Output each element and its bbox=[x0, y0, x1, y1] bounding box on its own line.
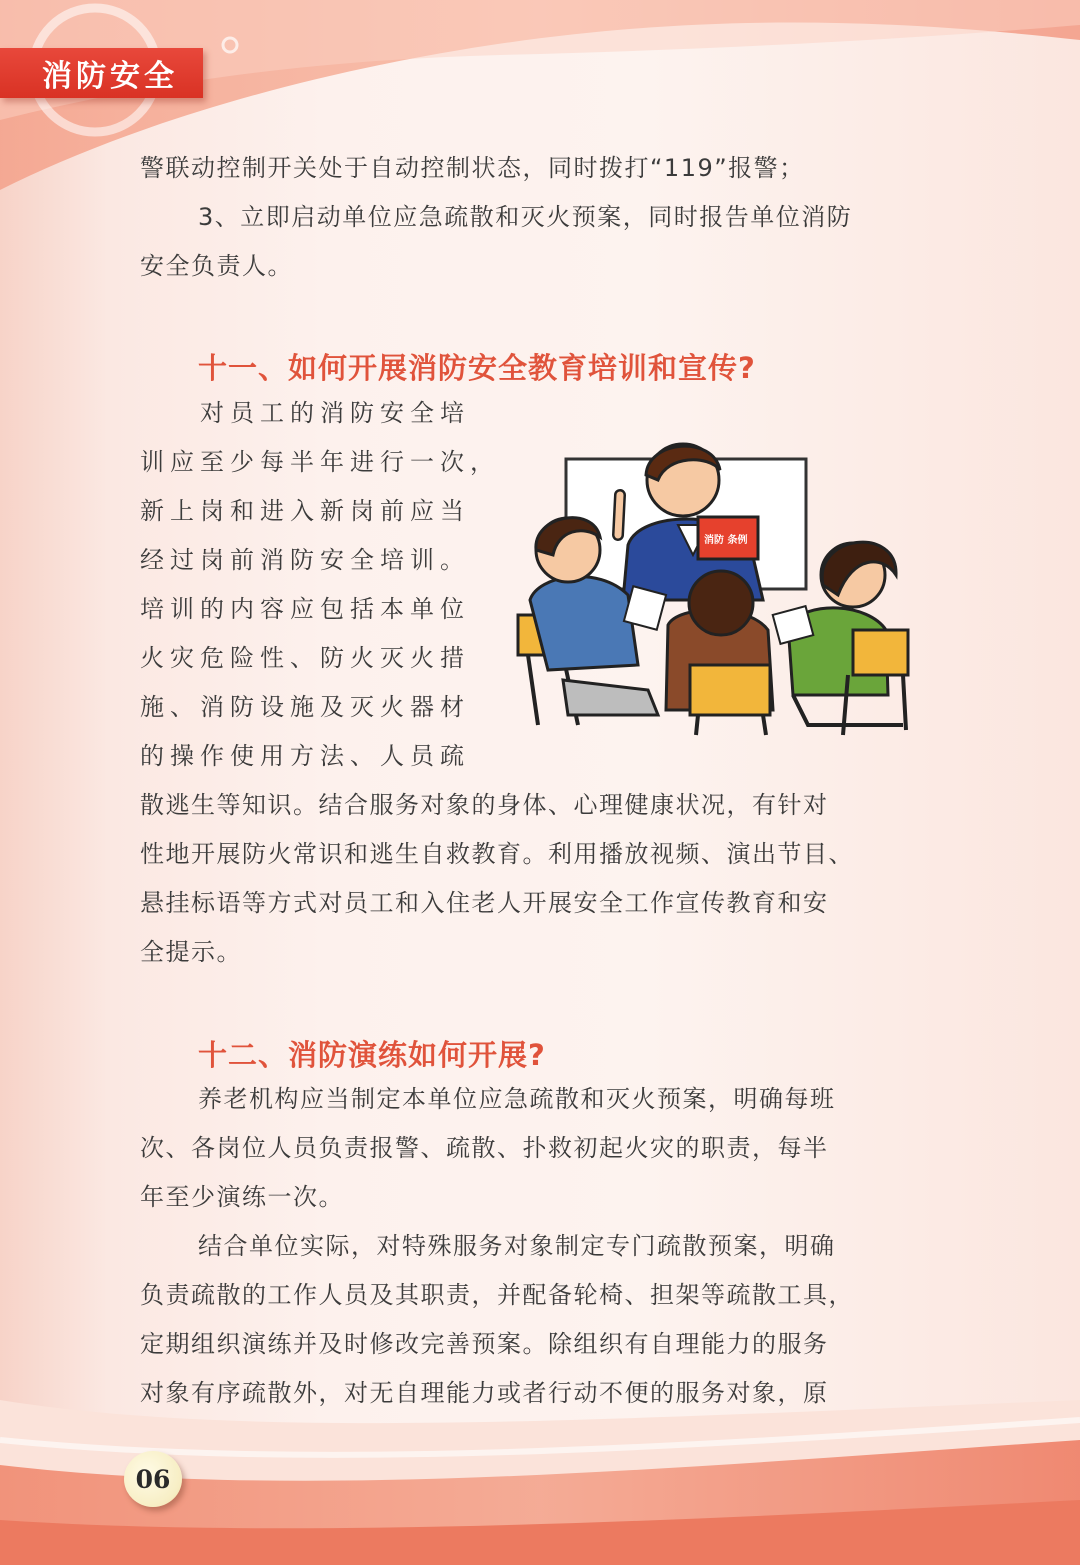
text-line: 性地开展防火常识和逃生自救教育。利用播放视频、演出节目、 bbox=[140, 840, 854, 868]
page-number-badge bbox=[124, 1451, 182, 1507]
section-11-heading: 十一、如何开展消防安全教育培训和宣传? bbox=[198, 351, 756, 385]
text-line: 全提示。 bbox=[140, 938, 242, 966]
text-line: 的操作使用方法、人员疏 bbox=[140, 742, 470, 770]
section-11-narrow-text bbox=[140, 389, 500, 781]
text-line: 定期组织演练并及时修改完善预案。除组织有自理能力的服务 bbox=[140, 1330, 829, 1358]
section-tag bbox=[0, 48, 203, 98]
text-line: 火灾危险性、防火灭火措 bbox=[140, 644, 470, 672]
text-line: 新上岗和进入新岗前应当 bbox=[140, 497, 470, 525]
training-illustration bbox=[508, 425, 928, 755]
intro-line-3: 安全负责人。 bbox=[140, 252, 293, 280]
text-line: 培训的内容应包括本单位 bbox=[140, 595, 470, 623]
text-line: 对员工的消防安全培 bbox=[170, 399, 470, 427]
section-tag-label: 消防安全 bbox=[42, 59, 178, 94]
text-line: 悬挂标语等方式对员工和入住老人开展安全工作宣传教育和安 bbox=[140, 889, 829, 917]
section-12-text bbox=[140, 1075, 926, 1418]
intro-line-2: 3、立即启动单位应急疏散和灭火预案，同时报告单位消防 bbox=[198, 203, 853, 231]
book-label: 消防 条例 bbox=[704, 535, 748, 546]
section-12-heading: 十二、消防演练如何开展? bbox=[198, 1038, 546, 1072]
text-line: 负责疏散的工作人员及其职责，并配备轮椅、担架等疏散工具， bbox=[140, 1281, 854, 1309]
intro-line-1: 警联动控制开关处于自动控制状态，同时拨打“119”报警； bbox=[140, 154, 805, 182]
text-line: 养老机构应当制定本单位应急疏散和灭火预案，明确每班 bbox=[198, 1085, 836, 1113]
text-line: 散逃生等知识。结合服务对象的身体、心理健康状况，有针对 bbox=[140, 791, 829, 819]
text-line: 对象有序疏散外，对无自理能力或者行动不便的服务对象，原 bbox=[140, 1379, 829, 1407]
text-line: 施、消防设施及灭火器材 bbox=[140, 693, 470, 721]
text-line: 结合单位实际，对特殊服务对象制定专门疏散预案，明确 bbox=[198, 1232, 836, 1260]
intro-text bbox=[140, 144, 926, 291]
page-number: 06 bbox=[135, 1464, 171, 1494]
section-11-wide-text bbox=[140, 781, 926, 977]
text-line: 训应至少每半年进行一次， bbox=[140, 448, 500, 476]
text-line: 经过岗前消防安全培训。 bbox=[140, 546, 470, 574]
text-line: 次、各岗位人员负责报警、疏散、扑救初起火灾的职责，每半 bbox=[140, 1134, 829, 1162]
text-line: 年至少演练一次。 bbox=[140, 1183, 344, 1211]
